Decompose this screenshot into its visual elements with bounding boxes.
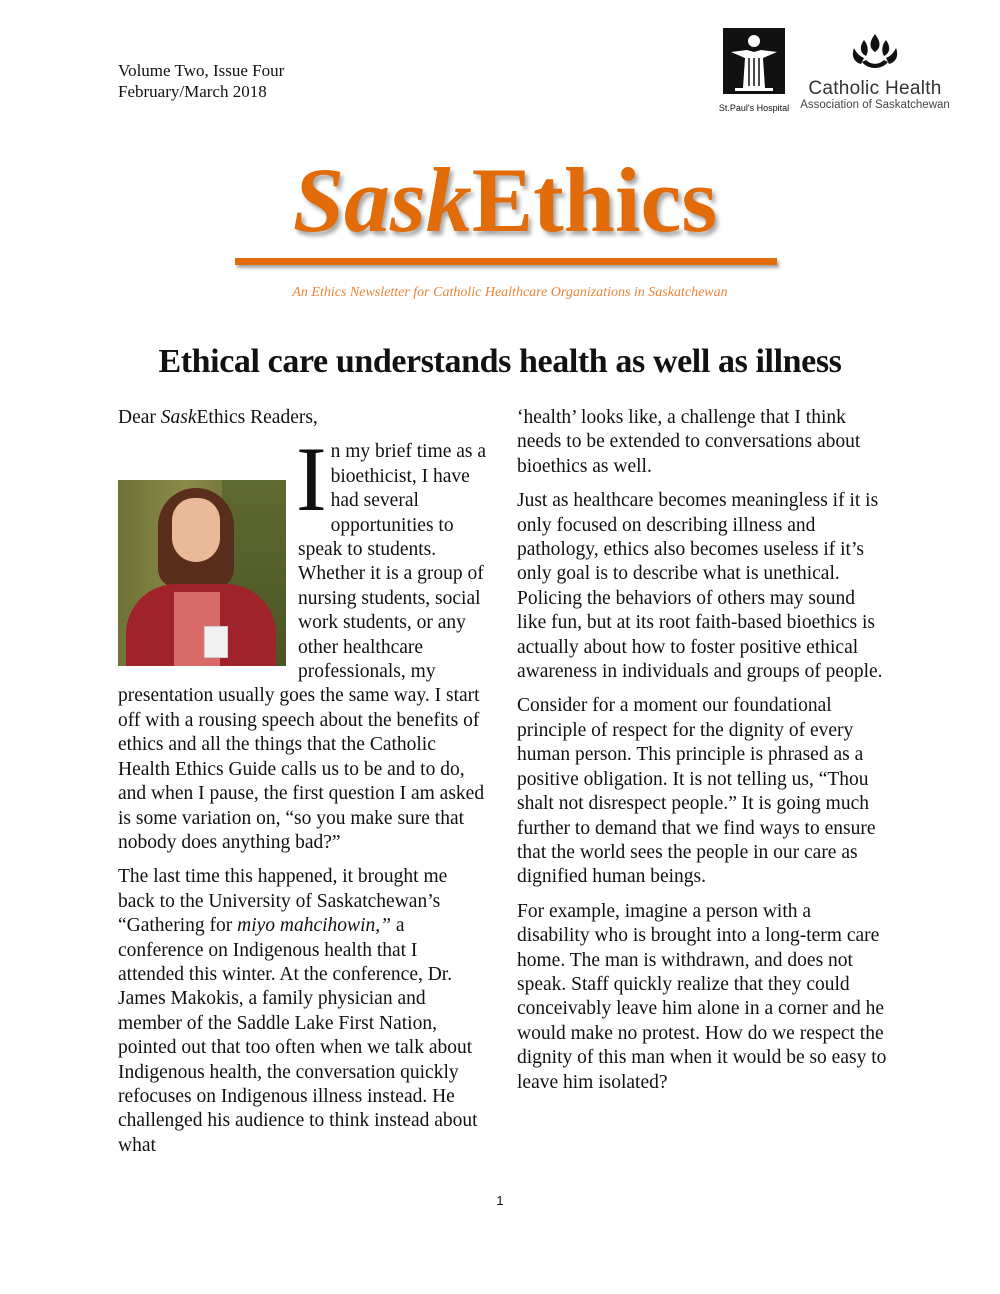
masthead-title-italic: Sask: [292, 149, 472, 251]
article-paragraph-4: Just as healthcare becomes meaningless if it is only focused on describing illness and pathology, ethics also becomes useless if it’s only goal is to describe what is unethical. Policing the behaviors of others may sound like fun, but at its root faith-based bioethics is actually about how to foster positive ethical awareness in individuals and groups of people.: [517, 490, 883, 683]
issue-date: February/March 2018: [118, 82, 267, 101]
masthead-rule: [235, 258, 777, 265]
salutation: [118, 406, 488, 430]
stpauls-figure-icon: [723, 28, 785, 94]
flames-hands-icon: [848, 32, 902, 72]
article-paragraph-2-italic: miyo mahcihowin,”: [237, 915, 391, 937]
article-paragraph-3: ‘health’ looks like, a challenge that I think needs to be extended to conversations about bioethics as well.: [517, 407, 861, 477]
drop-cap: I: [296, 428, 327, 531]
article-paragraph-2-end: a conference on Indigenous health that I attended this winter. At the conference, Dr. James Makokis, a family physician and member of the Saddle Lake First Nation, pointed out that too often when we talk about Indigenous health, the conversation quickly refocuses on Indigenous illness instead. He challenged his audience to think instead about what: [118, 915, 478, 1156]
salutation-italic: Sask: [160, 407, 197, 428]
issue-volume: Volume Two, Issue Four: [118, 61, 285, 80]
page-number: 1: [496, 1193, 504, 1208]
article-paragraph-2-start: The last time this happened, it brought me back to the University of Saskatchewan’s “Gathering for: [118, 866, 448, 937]
stpauls-hospital-logo: [714, 28, 794, 113]
masthead-title: [225, 148, 785, 252]
article-paragraph-5: Consider for a moment our foundational principle of respect for the dignity of every human person. This principle is phrased as a positive obligation. It is not telling us, “Thou shalt not disrespect people.” It is going much further to demand that we find ways to ensure that the world sees the people in our care as dignified human beings.: [517, 695, 876, 888]
article-headline: Ethical care understands health as well as illness: [158, 343, 842, 380]
masthead-tagline: An Ethics Newsletter for Catholic Healthcare Organizations in Saskatchewan: [292, 285, 728, 300]
cha-name: Catholic Health: [808, 78, 942, 99]
stpauls-caption: St.Paul's Hospital: [718, 103, 790, 113]
issue-info: [118, 60, 284, 102]
masthead-title-rest: Ethics: [471, 149, 718, 251]
author-photo: [118, 480, 286, 666]
article-paragraph-1-text: n my brief time as a bioethicist, I have had several opportunities to speak to students. Whether it is a group of nursing students, social work students, or any other healthcare professionals, my presentation usually goes the same way. I start off with a rousing speech about the benefits of ethics and all the things that the Catholic Health Ethics Guide calls us to be and to do, and when I pause, the first question I am asked is some variation on, “so you make sure that nobody does anything bad?”: [118, 441, 487, 853]
article-column-left: [118, 406, 488, 1168]
salutation-start: Dear: [118, 407, 161, 428]
salutation-end: Ethics Readers,: [196, 407, 318, 428]
cha-subtitle: Association of Saskatchewan: [800, 99, 950, 111]
catholic-health-association-logo: [800, 32, 950, 112]
masthead: [225, 148, 785, 252]
article-column-right: [517, 406, 887, 1105]
article-paragraph-6: For example, imagine a person with a disability who is brought into a long-term care home. The man is withdrawn, and does not speak. Staff quickly realize that they could conceivably leave him alone in a corner and he would make no protest. How do we respect the dignity of this man when it would be so easy to leave him isolated?: [517, 900, 887, 1093]
article-paragraph-2: [118, 865, 488, 1158]
